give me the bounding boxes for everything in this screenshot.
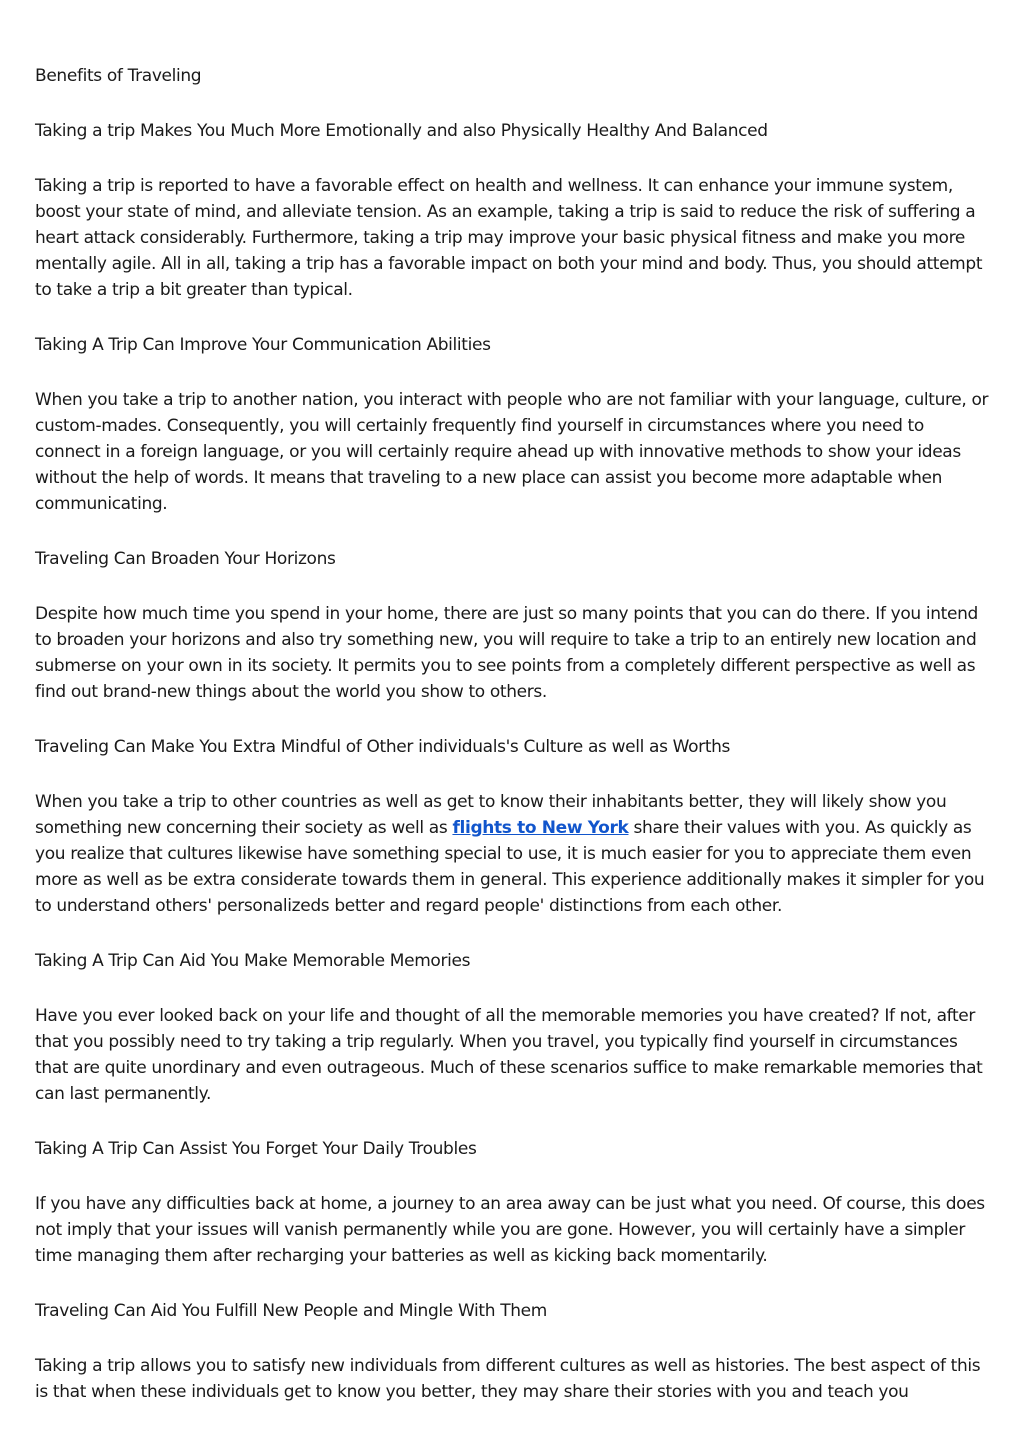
section-heading-memories: Taking A Trip Can Aid You Make Memorable Memories xyxy=(35,951,471,971)
section-heading-people: Traveling Can Aid You Fulfill New People and Mingle With Them xyxy=(35,1301,547,1321)
section-heading-horizons: Traveling Can Broaden Your Horizons xyxy=(35,549,336,569)
document-body xyxy=(35,63,993,1434)
section-heading-communication: Taking A Trip Can Improve Your Communication Abilities xyxy=(35,335,491,355)
section-body-health: Taking a trip is reported to have a favorable effect on health and wellness. It can enhance your immune system, boost your state of mind, and alleviate tension. As an example, taking a trip is said to reduce the risk of suffering a heart attack considerably. Furthermore, taking a trip may improve your basic physical fitness and make you more mentally agile. All in all, taking a trip has a favorable impact on both your mind and body. Thus, you should attempt to take a trip a bit greater than typical. xyxy=(35,176,983,300)
section-body-culture xyxy=(35,789,993,919)
flights-to-new-york-link[interactable]: flights to New York xyxy=(452,818,629,838)
section-heading-troubles: Taking A Trip Can Assist You Forget Your Daily Troubles xyxy=(35,1139,477,1159)
section-body-culture-part2: share their values with you. As quickly as you realize that cultures likewise have something special to use, it is much easier for you to appreciate them even more as well as be extra considerate towards them in general. This experience additionally makes it simpler for you to understand others' personalizeds better and regard people' distinctions from each other. xyxy=(35,818,985,916)
section-body-horizons: Despite how much time you spend in your home, there are just so many points that you can do there. If you intend to broaden your horizons and also try something new, you will require to take a trip to an entirely new location and submerse on your own in its society. It permits you to see points from a completely different perspective as well as find out brand-new things about the world you show to others. xyxy=(35,604,978,702)
section-heading-culture: Traveling Can Make You Extra Mindful of Other individuals's Culture as well as Worths xyxy=(35,737,731,757)
document-title: Benefits of Traveling xyxy=(35,66,202,86)
section-body-culture-part1: When you take a trip to other countries as well as get to know their inhabitants better, they will likely show you something new concerning their society as well as xyxy=(35,792,947,838)
section-heading-health: Taking a trip Makes You Much More Emotionally and also Physically Healthy And Balanced xyxy=(35,121,768,141)
section-body-memories: Have you ever looked back on your life and thought of all the memorable memories you have created? If not, after that you possibly need to try taking a trip regularly. When you travel, you typically find yourself in circumstances that are quite unordinary and even outrageous. Much of these scenarios suffice to make remarkable memories that can last permanently. xyxy=(35,1006,983,1104)
section-body-communication: When you take a trip to another nation, you interact with people who are not familiar with your language, culture, or custom-mades. Consequently, you will certainly frequently find yourself in circumstances where you need to connect in a foreign language, or you will certainly require ahead up with innovative methods to show your ideas without the help of words. It means that traveling to a new place can assist you become more adaptable when communicating. xyxy=(35,390,989,514)
section-body-troubles: If you have any difficulties back at home, a journey to an area away can be just what you need. Of course, this does not imply that your issues will vanish permanently while you are gone. However, you will certainly have a simpler time managing them after recharging your batteries as well as kicking back momentarily. xyxy=(35,1194,985,1266)
section-body-people: Taking a trip allows you to satisfy new individuals from different cultures as well as histories. The best aspect of this is that when these individuals get to know you better, they may share their stories with you and teach you xyxy=(35,1356,981,1402)
